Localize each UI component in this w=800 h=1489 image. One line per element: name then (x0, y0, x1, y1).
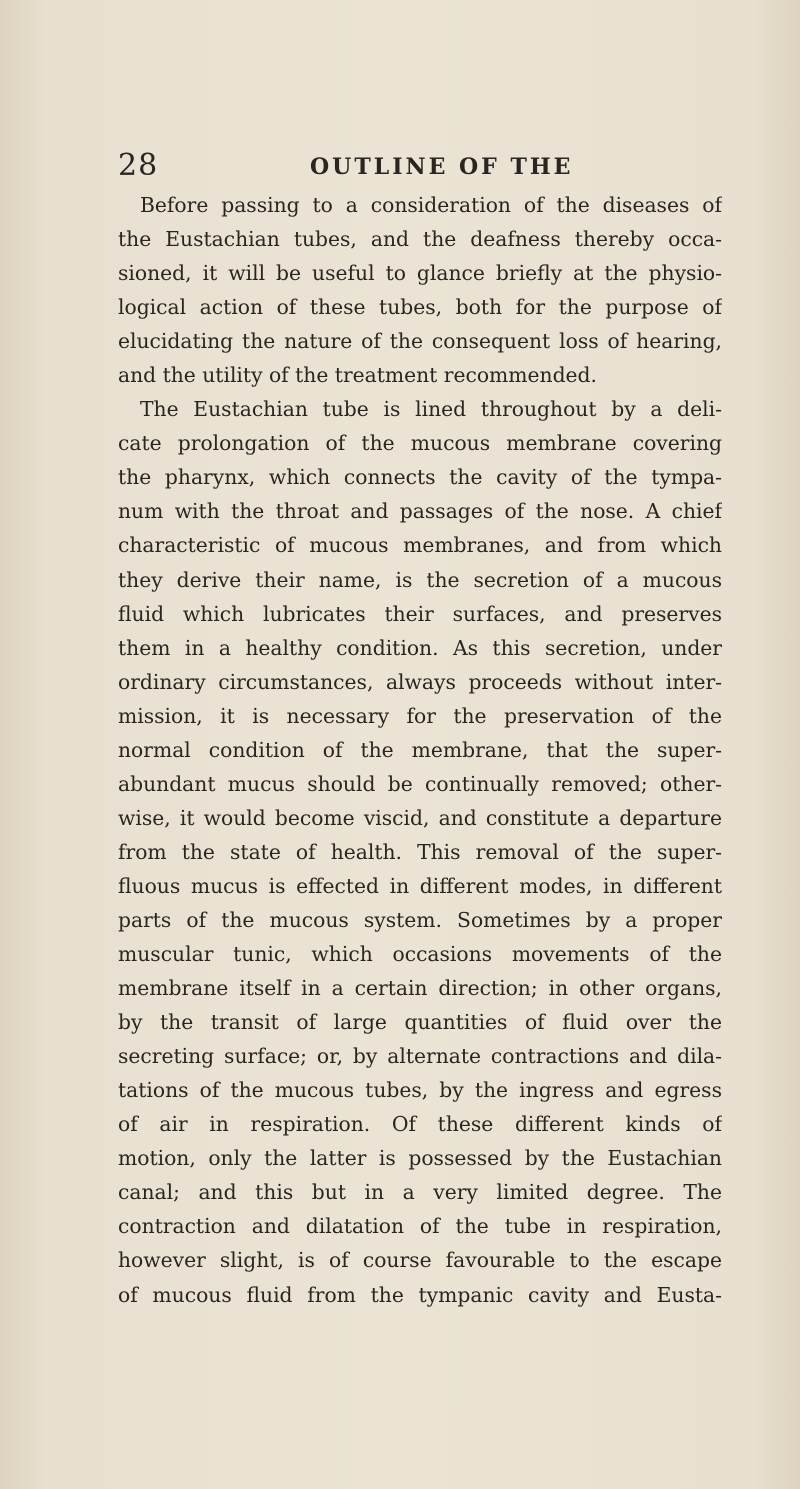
text-line: fluous mucus is effected in different modes, in different (118, 873, 722, 898)
text-line: Before passing to a consideration of the diseases of (140, 193, 722, 217)
text-line: the pharynx, which connects the cavity of the tympa- (118, 465, 722, 490)
text-line: and the utility of the treatment recommended. (118, 363, 597, 388)
text-line: secreting surface; or, by alternate contractions and dila- (118, 1044, 722, 1069)
text-line: abundant mucus should be continually removed; other- (118, 771, 722, 796)
text-line: logical action of these tubes, both for the purpose of (118, 295, 722, 320)
text-line: from the state of health. This removal of the super- (118, 839, 722, 864)
text-line: by the transit of large quantities of fluid over the (118, 1010, 722, 1035)
text-line: wise, it would become viscid, and constitute a departure (118, 805, 722, 830)
running-head: OUTLINE OF THE (310, 154, 574, 180)
page-header (118, 148, 718, 188)
page-number: 28 (118, 148, 159, 183)
text-line: mission, it is necessary for the preservation of the (118, 703, 722, 728)
text-line: however slight, is of course favourable to the escape (118, 1248, 722, 1273)
text-line: of mucous fluid from the tympanic cavity and Eusta- (118, 1282, 722, 1307)
text-line: elucidating the nature of the consequent loss of hearing, (118, 329, 722, 354)
text-line: membrane itself in a certain direction; in other organs, (118, 976, 722, 1001)
text-line: characteristic of mucous membranes, and from which (118, 533, 722, 558)
text-line: fluid which lubricates their surfaces, and preserves (118, 601, 722, 626)
text-line: the Eustachian tubes, and the deafness thereby occa- (118, 227, 722, 252)
text-line: cate prolongation of the mucous membrane covering (118, 431, 722, 456)
text-line: The Eustachian tube is lined throughout by a deli- (140, 397, 722, 422)
text-line: motion, only the latter is possessed by the Eustachian (118, 1146, 722, 1171)
text-line: sioned, it will be useful to glance briefly at the physio- (118, 261, 722, 286)
text-line: num with the throat and passages of the nose. A chief (118, 499, 722, 524)
text-line: normal condition of the membrane, that the super- (118, 737, 722, 762)
text-line: muscular tunic, which occasions movements of the (118, 942, 722, 967)
text-line: of air in respiration. Of these different kinds of (118, 1112, 722, 1137)
text-line: tations of the mucous tubes, by the ingress and egress (118, 1078, 722, 1103)
text-line: contraction and dilatation of the tube in respiration, (118, 1214, 722, 1239)
text-line: they derive their name, is the secretion of a mucous (118, 567, 722, 592)
body-text (118, 188, 722, 1312)
text-line: parts of the mucous system. Sometimes by a proper (118, 907, 722, 932)
text-line: them in a healthy condition. As this secretion, under (118, 635, 722, 660)
text-line: ordinary circumstances, always proceeds without inter- (118, 669, 722, 694)
text-line: canal; and this but in a very limited degree. The (118, 1180, 722, 1205)
